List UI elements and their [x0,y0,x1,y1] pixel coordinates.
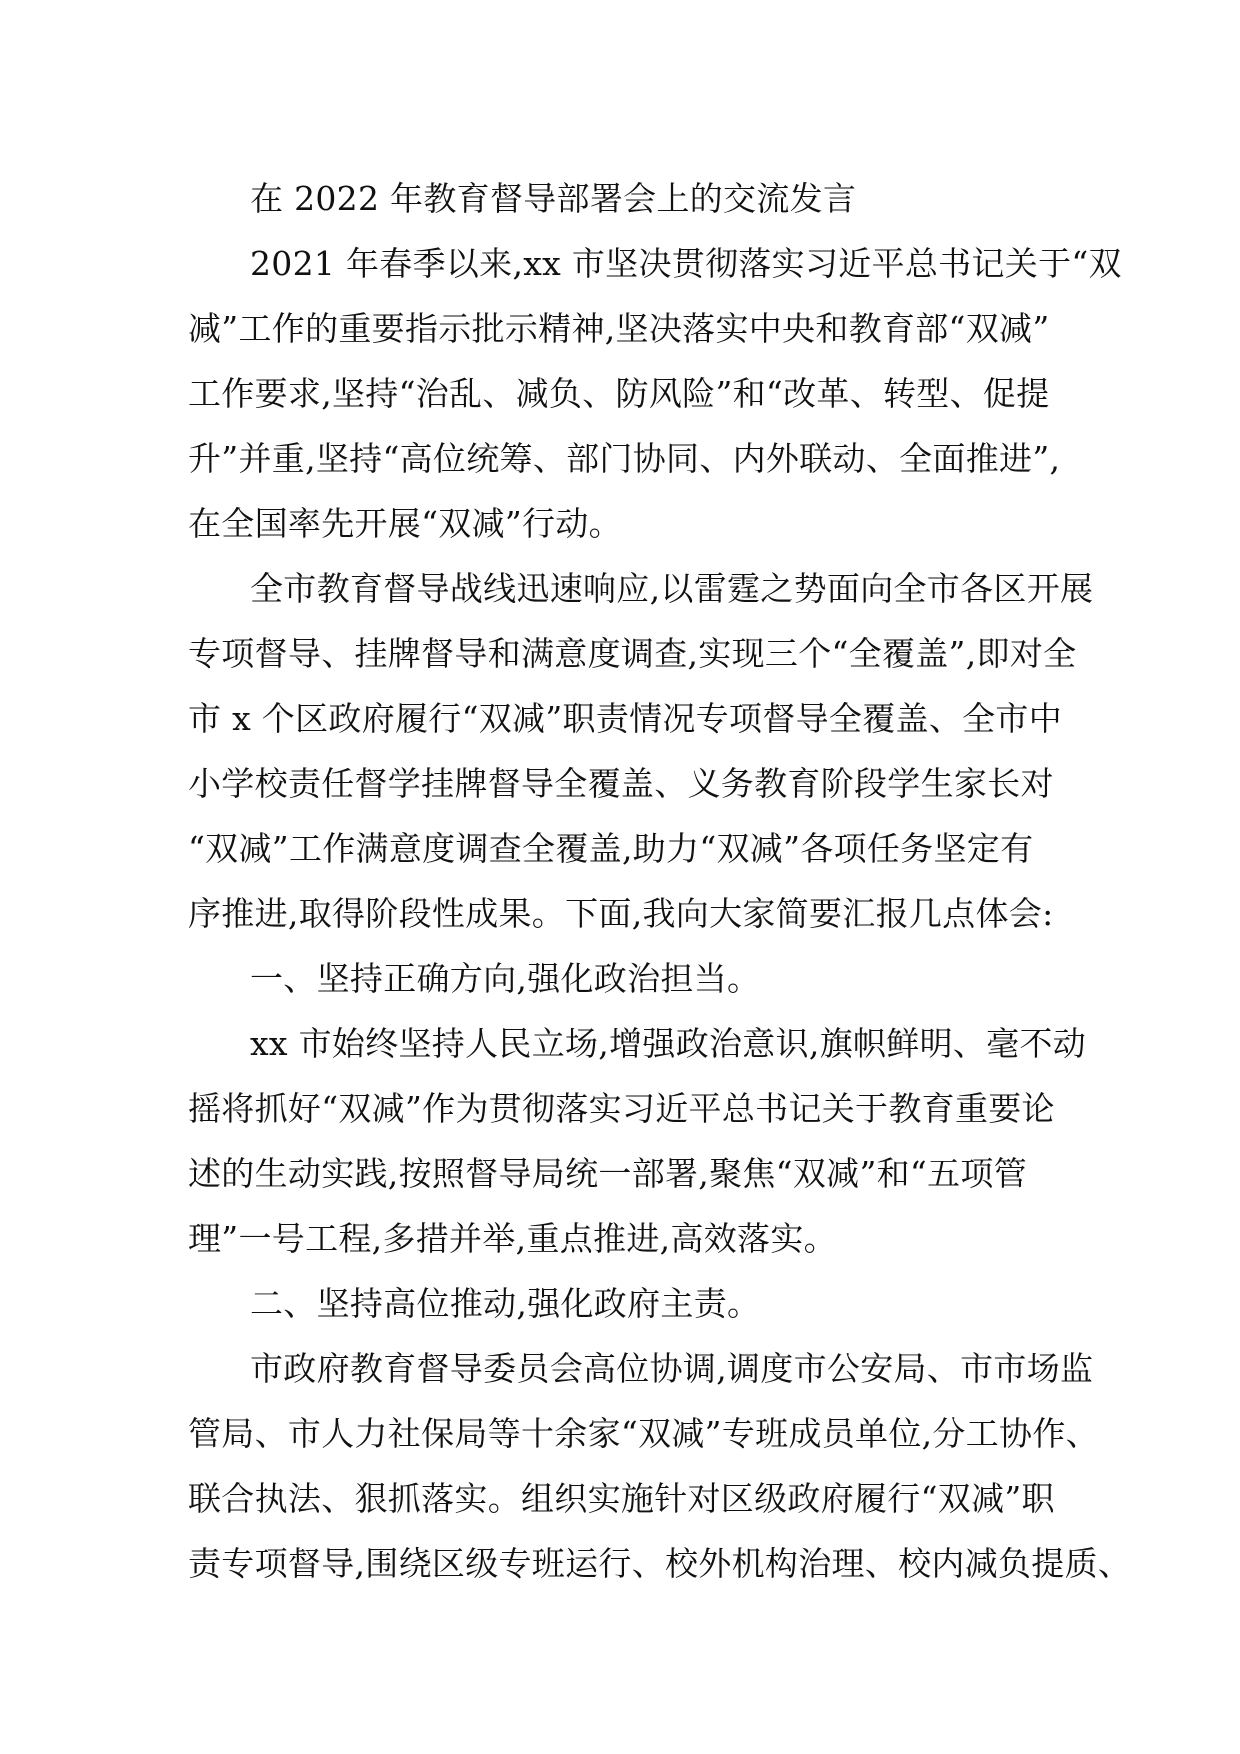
paragraph-line: 述的生动实践,按照督导局统一部署,聚焦“双减”和“五项管 [188,1154,1027,1193]
paragraph-line: 2021 年春季以来,xx 市坚决贯彻落实习近平总书记关于“双 [250,244,1122,283]
paragraph-line: 工作要求,坚持“治乱、减负、防风险”和“改革、转型、促提 [188,374,1050,413]
paragraph-line: 联合执法、狠抓落实。组织实施针对区级政府履行“双减”职 [188,1479,1055,1518]
section-heading: 二、坚持高位推动,强化政府主责。 [250,1284,761,1323]
paragraph-line: 小学校责任督学挂牌督导全覆盖、义务教育阶段学生家长对 [188,764,1054,803]
section-heading: 一、坚持正确方向,强化政治担当。 [250,959,761,998]
paragraph-line: 升”并重,坚持“高位统筹、部门协同、内外联动、全面推进”, [188,439,1061,478]
paragraph-line: 序推进,取得阶段性成果。下面,我向大家简要汇报几点体会: [188,894,1054,933]
paragraph-line: 全市教育督导战线迅速响应,以雷霆之势面向全市各区开展 [250,569,1094,608]
paragraph-line: 责专项督导,围绕区级专班运行、校外机构治理、校内减负提质、 [188,1544,1132,1583]
paragraph-line: 专项督导、挂牌督导和满意度调查,实现三个“全覆盖”,即对全 [188,634,1077,673]
paragraph-line: 管局、市人力社保局等十余家“双减”专班成员单位,分工协作、 [188,1414,1099,1453]
paragraph-line: 摇将抓好“双减”作为贯彻落实习近平总书记关于教育重要论 [188,1089,1055,1128]
paragraph-line: xx 市始终坚持人民立场,增强政治意识,旗帜鲜明、毫不动 [250,1024,1087,1063]
paragraph-line: 市 x 个区政府履行“双减”职责情况专项督导全覆盖、全市中 [188,699,1063,738]
paragraph-line: 减”工作的重要指示批示精神,坚决落实中央和教育部“双减” [188,309,1050,348]
paragraph-line: 在全国率先开展“双减”行动。 [188,504,622,543]
document-title: 在 2022 年教育督导部署会上的交流发言 [250,179,857,218]
paragraph-line: 理”一号工程,多措并举,重点推进,高效落实。 [188,1219,837,1258]
document-body [188,166,1132,1596]
paragraph-line: 市政府教育督导委员会高位协调,调度市公安局、市市场监 [250,1349,1094,1388]
paragraph-line: “双减”工作满意度调查全覆盖,助力“双减”各项任务坚定有 [188,829,1034,868]
